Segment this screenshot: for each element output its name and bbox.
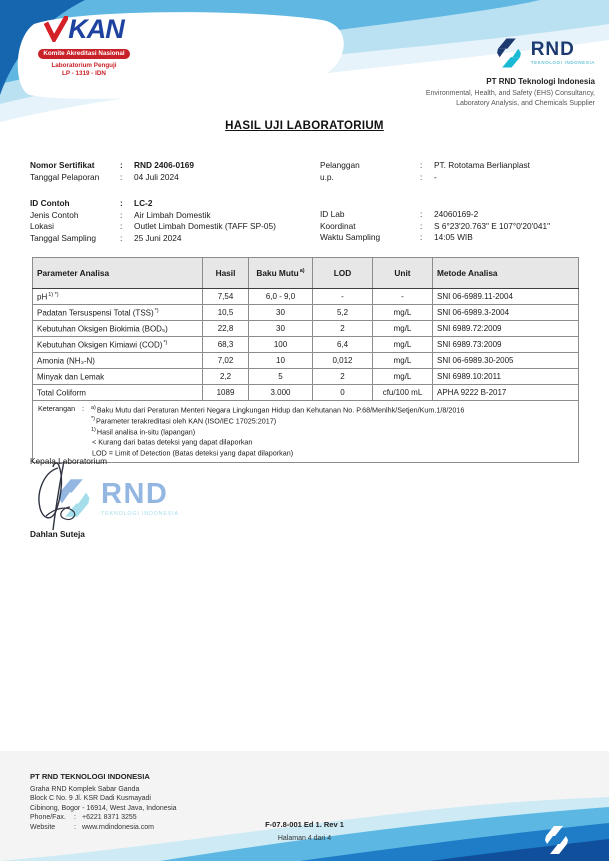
footer-company-name: PT RND TEKNOLOGI INDONESIA xyxy=(30,772,150,781)
cell-lod: - xyxy=(313,289,373,305)
colon: : xyxy=(120,160,123,170)
baku-mutu-sup: a) xyxy=(299,268,305,275)
field-value: RND 2406-0169 xyxy=(134,160,194,170)
colon: : xyxy=(120,221,123,232)
cell-parameter xyxy=(33,321,203,337)
colon: : xyxy=(120,209,123,220)
parameter-text: Minyak dan Lemak xyxy=(37,372,105,382)
col-header-hasil: Hasil xyxy=(203,258,249,289)
phone-value: +6221 8371 3255 xyxy=(82,814,137,822)
address-line: Graha RND Komplek Sabar Ganda xyxy=(30,786,140,793)
kan-accreditation-logo xyxy=(18,12,150,77)
cell-lod: 6,4 xyxy=(313,337,373,353)
field-label: Jenis Contoh xyxy=(30,209,79,220)
cell-baku-mutu: 30 xyxy=(249,305,313,321)
signatory-role: Kepala Laboratorium xyxy=(30,456,108,466)
cell-unit: mg/L xyxy=(373,353,433,369)
note-line xyxy=(90,404,464,415)
cell-metode: SNI 06-6989.3-2004 xyxy=(433,305,579,321)
note-text: Parameter terakreditasi oleh KAN (ISO/IEC 17025:2017) xyxy=(95,416,277,426)
sample-info-right xyxy=(320,209,550,244)
cell-metode: APHA 9222 B-2017 xyxy=(433,385,579,401)
cell-parameter xyxy=(33,305,203,321)
kan-accreditation-number: LP - 1319 - IDN xyxy=(62,70,106,77)
cell-parameter xyxy=(33,385,203,401)
cell-parameter xyxy=(33,369,203,385)
field-value: 25 Juni 2024 xyxy=(134,232,182,243)
parameter-text: Total Coliform xyxy=(37,388,86,398)
certificate-info-right xyxy=(320,160,530,183)
cell-baku-mutu: 100 xyxy=(249,337,313,353)
colon: : xyxy=(74,823,76,831)
parameter-text: Padatan Tersuspensi Total (TSS) xyxy=(37,308,154,318)
field-value: 04 Juli 2024 xyxy=(134,171,179,182)
table-row xyxy=(33,337,579,353)
cell-metode: SNI 06-6989.11-2004 xyxy=(433,289,579,305)
cell-baku-mutu: 6,0 - 9,0 xyxy=(249,289,313,305)
note-line xyxy=(90,426,464,437)
note-line xyxy=(90,447,464,458)
cell-baku-mutu: 30 xyxy=(249,321,313,337)
cell-unit: - xyxy=(373,289,433,305)
field-label: Tanggal Pelaporan xyxy=(30,171,100,182)
field-label: Tanggal Sampling xyxy=(30,232,96,243)
field-value: - xyxy=(434,171,437,182)
note-text: Baku Mutu dari Peraturan Menteri Negara Lingkungan Hidup dan Kehutanan No. P.68/Menlhk/Setjen/Kum.1/8/2016 xyxy=(96,405,465,415)
kan-lab-type: Laboratorium Penguji xyxy=(51,61,117,69)
rnd-wordmark xyxy=(531,40,595,65)
parameter-text: Kebutuhan Oksigen Biokimia (BOD₅) xyxy=(37,324,168,334)
cell-hasil: 10,5 xyxy=(203,305,249,321)
note-line xyxy=(90,436,464,447)
cell-metode: SNI 6989.72:2009 xyxy=(433,321,579,337)
tagline-line2: Laboratory Analysis, and Chemicals Supplier xyxy=(456,99,595,107)
parameter-sup: *) xyxy=(154,307,159,314)
col-header-lod: LOD xyxy=(313,258,373,289)
notes-row xyxy=(33,401,579,463)
address-line: Block C No. 9 Jl. KSR Dadi Kusmayadi xyxy=(30,795,151,803)
cell-lod: 0,012 xyxy=(313,353,373,369)
cell-metode: SNI 06-6989.30-2005 xyxy=(433,353,579,369)
note-line xyxy=(90,415,464,426)
cell-metode: SNI 6989.10:2011 xyxy=(433,369,579,385)
company-name: PT RND Teknologi Indonesia xyxy=(486,77,595,86)
cell-parameter xyxy=(33,353,203,369)
cell-baku-mutu: 5 xyxy=(249,369,313,385)
field-value: Air Limbah Domestik xyxy=(134,209,211,220)
colon: : xyxy=(120,171,123,182)
baku-mutu-text: Baku Mutu xyxy=(256,268,299,278)
note-sup: 1) xyxy=(91,426,96,433)
cell-parameter xyxy=(33,289,203,305)
page-title: HASIL UJI LABORATORIUM xyxy=(225,120,384,132)
colon: : xyxy=(420,220,423,231)
table-header-row xyxy=(33,258,579,289)
tagline-line1: Environmental, Health, and Safety (EHS) Consultancy, xyxy=(425,90,595,97)
notes-block xyxy=(38,404,573,458)
note-sup: a) xyxy=(91,405,96,411)
notes-cell xyxy=(33,401,579,463)
rnd-logo-icon xyxy=(492,36,526,70)
cell-unit: mg/L xyxy=(373,337,433,353)
col-header-unit: Unit xyxy=(373,258,433,289)
colon: : xyxy=(420,160,423,170)
colon: : xyxy=(120,232,123,243)
notes-lines xyxy=(90,404,464,458)
cell-baku-mutu: 3.000 xyxy=(249,385,313,401)
cell-hasil: 7,02 xyxy=(203,353,249,369)
rnd-brand-header xyxy=(492,36,595,70)
rnd-logo-text: RND xyxy=(530,39,575,61)
parameter-text: Kebutuhan Oksigen Kimiawi (COD) xyxy=(37,340,163,350)
col-header-metode: Metode Analisa xyxy=(433,258,579,289)
analysis-results-table xyxy=(32,257,579,463)
parameter-text: pH xyxy=(37,292,48,302)
field-label: Pelanggan xyxy=(320,160,360,170)
cell-metode: SNI 6989.73:2009 xyxy=(433,337,579,353)
note-sup: *) xyxy=(91,415,95,422)
table-row xyxy=(33,369,579,385)
cell-hasil: 7,54 xyxy=(203,289,249,305)
cell-lod: 0 xyxy=(313,385,373,401)
cell-parameter xyxy=(33,337,203,353)
website-value: www.rndindonesia.com xyxy=(82,823,154,831)
kan-check-icon xyxy=(44,16,68,42)
colon: : xyxy=(120,198,123,208)
field-label: Waktu Sampling xyxy=(320,232,381,243)
cell-lod: 2 xyxy=(313,321,373,337)
note-text: Hasil analisa in-situ (lapangan) xyxy=(96,426,196,436)
cell-lod: 2 xyxy=(313,369,373,385)
col-header-baku-mutu xyxy=(249,258,313,289)
field-value: S 6°23'20.763" E 107°0'20'041" xyxy=(434,220,551,231)
cell-hasil: 22,8 xyxy=(203,321,249,337)
page-number: Halaman 4 dari 4 xyxy=(277,835,332,842)
note-text: LOD = Limit of Detection (Batas deteksi yang dapat dilaporkan) xyxy=(92,448,294,458)
field-value: 24060169-2 xyxy=(434,209,479,219)
certificate-info-left xyxy=(30,160,194,183)
website-label: Website xyxy=(30,823,56,831)
cell-hasil: 1089 xyxy=(203,385,249,401)
table-row xyxy=(33,321,579,337)
table-row xyxy=(33,353,579,369)
cell-unit: mg/L xyxy=(373,369,433,385)
note-text: < Kurang dari batas deteksi yang dapat dilaporkan xyxy=(92,437,253,447)
field-label: ID Lab xyxy=(320,209,345,219)
signatory-name: Dahlan Suteja xyxy=(30,529,85,539)
field-value: Outlet Limbah Domestik (TAFF SP-05) xyxy=(134,221,276,232)
sample-info-left xyxy=(30,198,276,244)
rnd-logo-text: RND xyxy=(101,477,169,510)
field-value: 14:05 WIB xyxy=(434,232,473,243)
rnd-logo-subtext: TEKNOLOGI INDONESIA xyxy=(101,510,179,517)
table-row xyxy=(33,305,579,321)
signature-scribble xyxy=(28,458,123,538)
table-row xyxy=(33,385,579,401)
col-header-parameter: Parameter Analisa xyxy=(33,258,203,289)
field-label: Koordinat xyxy=(320,220,356,231)
colon: : xyxy=(420,232,423,243)
cell-unit: mg/L xyxy=(373,305,433,321)
colon: : xyxy=(420,171,423,182)
field-label: Lokasi xyxy=(30,221,54,232)
kan-banner-text: Komite Akreditasi Nasional xyxy=(38,49,129,59)
parameter-text: Amonia (NH₃-N) xyxy=(37,356,95,366)
cell-baku-mutu: 10 xyxy=(249,353,313,369)
colon: : xyxy=(74,814,76,822)
colon: : xyxy=(420,209,423,219)
cell-hasil: 68,3 xyxy=(203,337,249,353)
field-label: Nomor Sertifikat xyxy=(30,160,95,170)
rnd-logo-subtext: TEKNOLOGI INDONESIA xyxy=(530,60,595,66)
colon: : xyxy=(82,404,84,413)
table-row xyxy=(33,289,579,305)
address-line: Cibinong, Bogor - 16914, West Java, Indonesia xyxy=(30,804,177,812)
field-label: ID Contoh xyxy=(30,198,70,208)
cell-hasil: 2,2 xyxy=(203,369,249,385)
parameter-sup: *) xyxy=(163,339,168,346)
cell-lod: 5,2 xyxy=(313,305,373,321)
phone-label: Phone/Fax. xyxy=(30,814,66,822)
kan-acronym: KAN xyxy=(68,14,124,44)
parameter-sup: 1) *) xyxy=(48,291,59,298)
cell-unit: cfu/100 mL xyxy=(373,385,433,401)
document-code: F-07.8-001 Ed 1. Rev 1 xyxy=(265,820,344,829)
kan-logo-row xyxy=(18,12,150,42)
field-value: LC-2 xyxy=(134,198,153,208)
cell-unit: mg/L xyxy=(373,321,433,337)
field-label: u.p. xyxy=(320,171,334,182)
company-tagline xyxy=(426,89,595,108)
field-value: PT. Rototama Berlianplast xyxy=(434,160,530,170)
notes-label: Keterangan xyxy=(38,404,76,413)
